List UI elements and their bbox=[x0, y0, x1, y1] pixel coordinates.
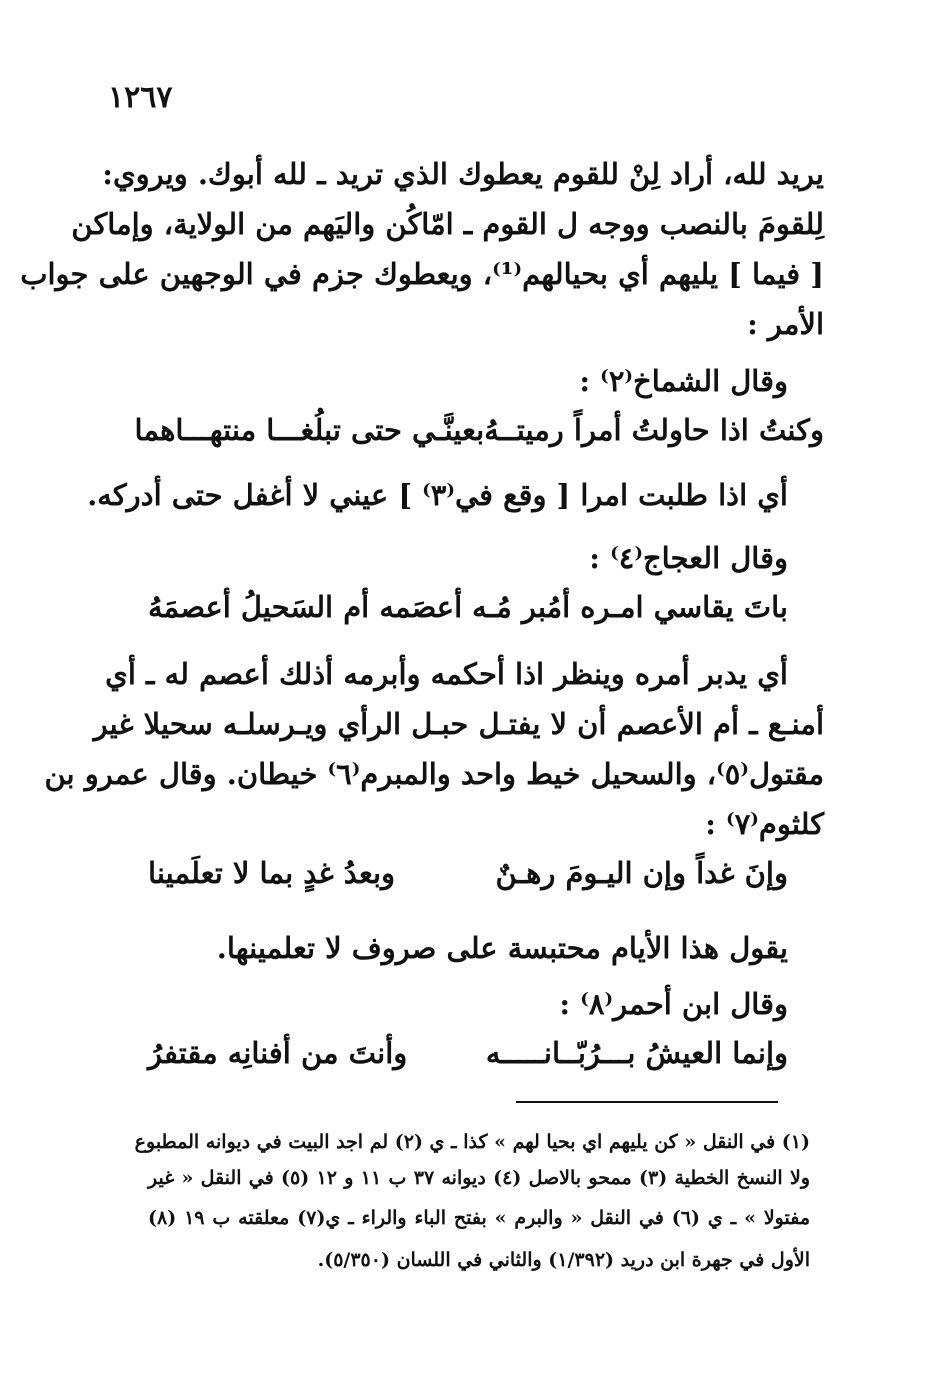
verse-first-hemistich: وإنما العيشُ بـــرُبّــانـــــه bbox=[485, 1036, 788, 1070]
verse-first-hemistich: وكنتُ اذا حاولتُ أمراً رميتــهُ bbox=[484, 413, 824, 447]
verse-second-hemistich: بعينَّـي حتى تبلُغـــا منتهـــاهما bbox=[134, 413, 485, 447]
paragraph2-line-3: مقتول⁽٥⁾، والسحيل خيط واحد والمبرم⁽٦⁾ خيطان. وقال عمرو بن bbox=[44, 757, 824, 791]
paragraph1-line-4: الأمر : bbox=[747, 307, 824, 341]
paragraph2-line-1: أي يدبر أمره وينظر اذا أحكمه وأبرمه أذلك أعصم له ـ أي bbox=[105, 657, 788, 691]
poet-intro-shammakh: وقال الشماخ⁽٢⁾ : bbox=[579, 364, 788, 398]
footnote-line-4: الأول في جهرة ابن دريد (١/٣٩٢) والثاني في اللسان (٥/٣٥٠). bbox=[317, 1249, 810, 1271]
verse-ajjaj bbox=[148, 587, 788, 627]
paragraph1-line-1: يريد لله، أراد لِنْ للقوم يعطوك الذي تريد ـ لله أبوك. ويروي: bbox=[102, 157, 824, 191]
explanation-shammakh: أي اذا طلبت امرا [ وقع في⁽٣⁾ ] عيني لا أغفل حتى أدركه. bbox=[87, 478, 788, 512]
paragraph1-line-3: [ فيما ] يليهم أي بحيالهم⁽¹⁾، ويعطوك جزم في الوجهين على جواب bbox=[20, 257, 824, 291]
paragraph2-line-4: كلثوم⁽٧⁾ : bbox=[705, 807, 824, 841]
verse-second-hemistich: وبعدُ غدٍ بما لا تعلَمينا bbox=[148, 856, 396, 890]
footnote-line-3: مفتولا » ـ ي (٦) في النقل « والبرم » بفتح الباء والراء ـ ي(٧) معلقته ب ١٩ (٨) bbox=[148, 1207, 810, 1229]
verse-first-hemistich: باتَ يقاسي امـره أمُبر مُـه bbox=[472, 590, 788, 624]
footnote-separator bbox=[516, 1101, 778, 1103]
footnote-line-1: (١) في النقل « كن يليهم اي بحيا لهم » كذا ـ ي (٢) لم اجد البيت في ديوانه المطبوع bbox=[134, 1131, 810, 1153]
page-number: ١٢٦٧ bbox=[108, 80, 173, 115]
paragraph2-line-2: أمنـع ـ أم الأعصم أن لا يفتـل حبـل الرأي ويـرسلـه سحيلا غير bbox=[93, 707, 824, 741]
verse-first-hemistich: وإنَ غداً وإن اليـومَ رهـنٌ bbox=[495, 856, 788, 890]
poet-intro-ibn-ahmar: وقال ابن أحمر⁽٨⁾ : bbox=[559, 987, 788, 1021]
verse-amr-ibn-kulthum bbox=[148, 853, 788, 893]
poet-intro-ajjaj: وقال العجاج⁽٤⁾ : bbox=[589, 541, 788, 575]
verse-second-hemistich: وأنتَ من أفنانِه مقتفرُ bbox=[148, 1036, 408, 1070]
verse-shammakh bbox=[134, 410, 824, 450]
paragraph1-line-2: لِلقومَ بالنصب ووجه ل القوم ـ امّاكُن واليَهم من الولاية، وإماكن bbox=[71, 207, 824, 241]
explanation-amr-ibn-kulthum: يقول هذا الأيام محتبسة على صروف لا تعلمينها. bbox=[216, 931, 788, 965]
footnote-line-2: ولا النسخ الخطية (٣) ممحو بالاصل (٤) ديوانه ٣٧ ب ١١ و ١٢ (٥) في النقل « غير bbox=[148, 1167, 810, 1189]
verse-ibn-ahmar bbox=[148, 1033, 788, 1073]
verse-second-hemistich: أعصَمه أم السَحيلُ أعصمَهُ bbox=[148, 590, 463, 624]
